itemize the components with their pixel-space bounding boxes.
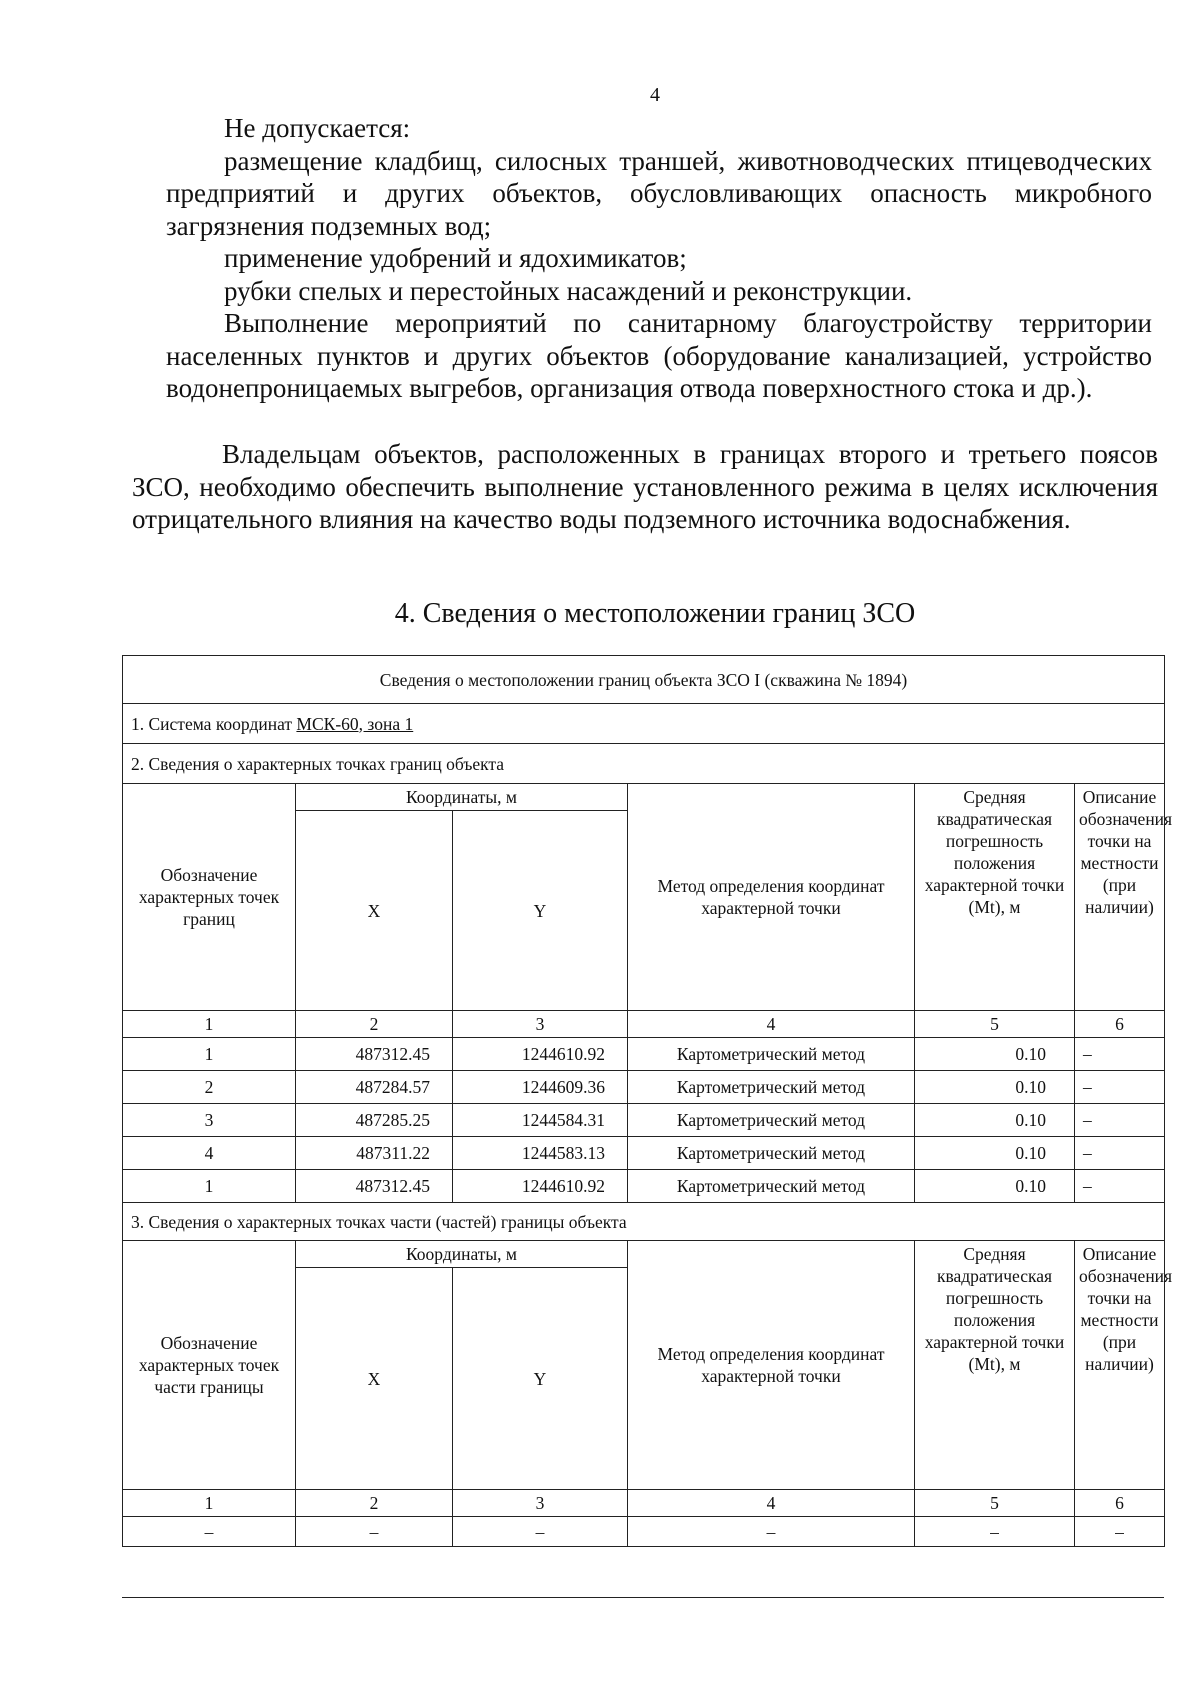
section-2-title: 2. Сведения о характерных точках границ объекта [123,744,1165,784]
column-number: 1 [123,1490,296,1517]
column-number: 6 [1075,1490,1165,1517]
footer-rule [122,1597,1164,1598]
paragraph: Не допускается: [224,113,411,143]
header-method: Метод определения координат характерной точки [628,784,915,1011]
header-description-part: Описание обозначения точки на местности (при наличии) [1075,1241,1165,1490]
description: – [1075,1071,1165,1104]
column-number: 3 [453,1011,628,1038]
table-row [123,1104,1165,1137]
header-point-designation: Обозначение характерных точек границ [123,784,296,1011]
header-x: X [296,811,453,1011]
description: – [1075,1137,1165,1170]
coord-y: 1244584.31 [453,1104,628,1137]
column-number: 2 [296,1490,453,1517]
column-number: 6 [1075,1011,1165,1038]
empty-value: – [915,1517,1075,1547]
zso-boundary-table [122,655,1173,1547]
section-3-title: 3. Сведения о характерных точках части (частей) границы объекта [123,1203,1165,1241]
paragraph: размещение кладбищ, силосных траншей, животноводческих птицеводческих предприятий и других объектов, обусловливающих опасность микробного загрязнения подземных вод; [166,145,1152,241]
method: Картометрический метод [628,1137,915,1170]
empty-value: – [123,1517,296,1547]
column-number: 5 [915,1011,1075,1038]
coordinate-system [123,704,1165,744]
column-number-row [123,1011,1165,1038]
point-id: 1 [123,1038,296,1071]
mean-error: 0.10 [915,1038,1075,1071]
coord-x: 487311.22 [296,1137,453,1170]
column-number: 4 [628,1490,915,1517]
body-text-block-wide [132,438,1158,536]
point-id: 2 [123,1071,296,1104]
column-number: 4 [628,1011,915,1038]
point-id: 3 [123,1104,296,1137]
header-coordinates: Координаты, м [296,784,628,811]
column-number: 1 [123,1011,296,1038]
header-mean-error: Средняя квадратическая погрешность положения характерной точки (Mt), м [915,784,1075,1011]
page-number: 4 [650,84,660,106]
table-row [123,1071,1165,1104]
column-number: 5 [915,1490,1075,1517]
header-coordinates-part: Координаты, м [296,1241,628,1268]
section-title: 4. Сведения о местоположении границ ЗСО [394,598,916,629]
header-mean-error-part: Средняя квадратическая погрешность положения характерной точки (Mt), м [915,1241,1075,1490]
coord-x: 487285.25 [296,1104,453,1137]
paragraph: Выполнение мероприятий по санитарному благоустройству территории населенных пунктов и других объектов (оборудование канализацией, устройство водонепроницаемых выгребов, организация отвода поверхностного стока и др.). [166,308,1152,403]
table-title: Сведения о местоположении границ объекта ЗСО I (скважина № 1894) [123,656,1165,704]
coord-y: 1244610.92 [453,1170,628,1203]
mean-error: 0.10 [915,1104,1075,1137]
paragraph: применение удобрений и ядохимикатов; [224,243,687,273]
empty-value: – [296,1517,453,1547]
coord-x: 487312.45 [296,1038,453,1071]
body-text-block [166,112,1152,405]
header-method-part: Метод определения координат характерной точки [628,1241,915,1490]
method: Картометрический метод [628,1038,915,1071]
header-y-part: Y [453,1268,628,1490]
mean-error: 0.10 [915,1137,1075,1170]
paragraph: Владельцам объектов, расположенных в границах второго и третьего поясов ЗСО, необходимо обеспечить выполнение установленного режима в целях исключения отрицательного влияния на качество воды подземного источника водоснабжения. [132,439,1158,534]
table-row [123,1517,1165,1547]
table-row [123,1170,1165,1203]
paragraph: рубки спелых и перестойных насаждений и реконструкции. [224,275,913,306]
coordinate-system-label: 1. Система координат [131,713,297,734]
coord-x: 487312.45 [296,1170,453,1203]
coord-y: 1244610.92 [453,1038,628,1071]
header-description: Описание обозначения точки на местности (при наличии) [1075,784,1165,1011]
header-x-part: X [296,1268,453,1490]
coord-x: 487284.57 [296,1071,453,1104]
header-point-designation-part: Обозначение характерных точек части границы [123,1241,296,1490]
description: – [1075,1104,1165,1137]
header-y: Y [453,811,628,1011]
point-id: 4 [123,1137,296,1170]
point-id: 1 [123,1170,296,1203]
column-number: 3 [453,1490,628,1517]
description: – [1075,1170,1165,1203]
mean-error: 0.10 [915,1071,1075,1104]
description: – [1075,1038,1165,1071]
coord-y: 1244609.36 [453,1071,628,1104]
method: Картометрический метод [628,1104,915,1137]
coord-y: 1244583.13 [453,1137,628,1170]
column-number: 2 [296,1011,453,1038]
column-number-row [123,1490,1165,1517]
method: Картометрический метод [628,1071,915,1104]
empty-value: – [628,1517,915,1547]
method: Картометрический метод [628,1170,915,1203]
coordinate-system-value: МСК-60, зона 1 [296,713,414,734]
table-row [123,1137,1165,1170]
empty-value: – [453,1517,628,1547]
mean-error: 0.10 [915,1170,1075,1203]
table-row [123,1038,1165,1071]
empty-value: – [1075,1517,1165,1547]
